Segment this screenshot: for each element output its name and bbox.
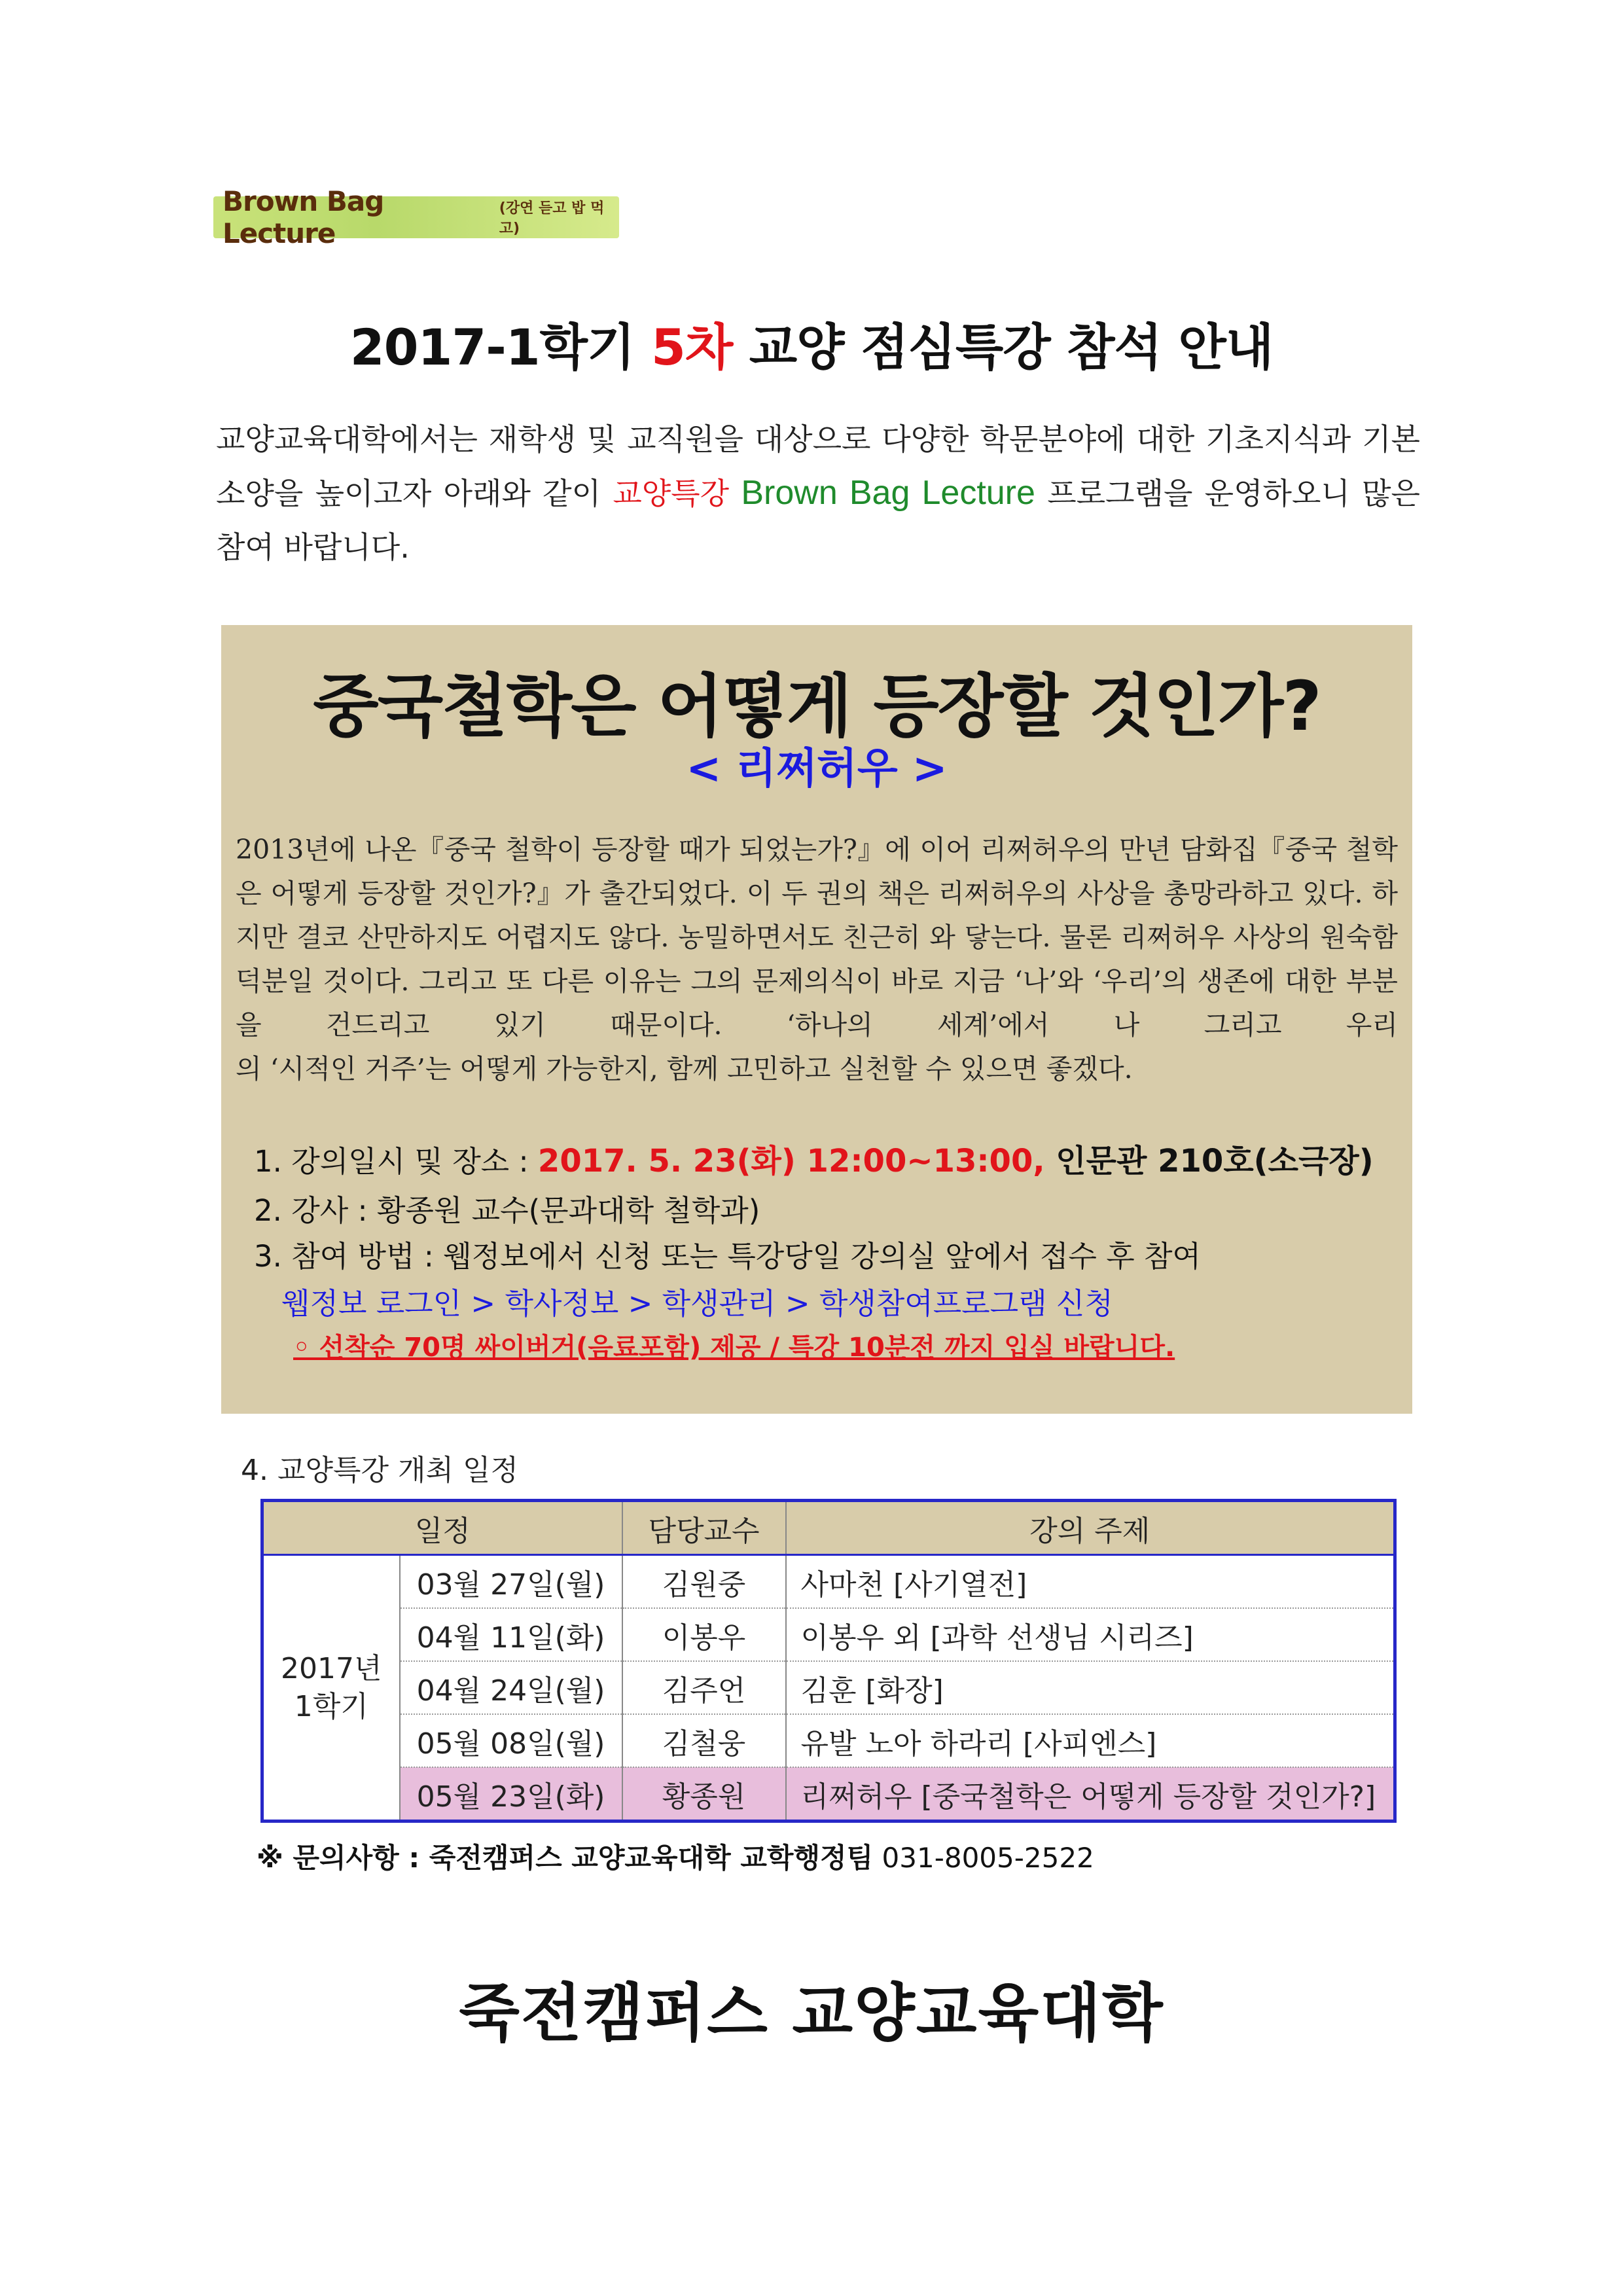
detail-participation: 3. 참여 방법 : 웹정보에서 신청 또는 특강당일 강의실 앞에서 접수 후 참여 — [254, 1239, 1201, 1274]
row-topic: 리쩌허우 [중국철학은 어떻게 등장할 것인가?] — [786, 1767, 1395, 1821]
logo-main-text: Brown Bag Lecture — [223, 185, 384, 249]
intro-green-text: Brown Bag Lecture — [741, 474, 1035, 512]
table-row — [262, 1661, 1395, 1714]
table-row-highlighted — [262, 1767, 1395, 1821]
row-date: 04월 24일(월) — [400, 1661, 622, 1714]
row-date: 04월 11일(화) — [400, 1608, 622, 1661]
detail-1-label: 1. 강의일시 및 장소 : — [254, 1144, 538, 1179]
schedule-table — [260, 1499, 1397, 1823]
logo-sub-text: (강연 듣고 밥 먹고) — [499, 200, 605, 237]
detail-1-date: 2017. 5. 23(화) 12:00~13:00, — [537, 1143, 1045, 1179]
table-row — [262, 1714, 1395, 1767]
title-highlight: 5차 — [651, 318, 733, 376]
row-date: 03월 27일(월) — [400, 1555, 622, 1609]
row-topic: 유발 노아 하라리 [사피엔스] — [786, 1714, 1395, 1767]
page-title — [0, 308, 1623, 379]
detail-lecturer: 2. 강사 : 황종원 교수(문과대학 철학과) — [254, 1193, 760, 1228]
row-date: 05월 23일(화) — [400, 1767, 622, 1821]
detail-registration-path: 웹정보 로그인 > 학사정보 > 학생관리 > 학생참여프로그램 신청 — [281, 1286, 1113, 1321]
row-topic: 이봉우 외 [과학 선생님 시리즈] — [786, 1608, 1395, 1661]
lecture-title: 중국철학은 어떻게 등장할 것인가? — [313, 666, 1321, 746]
lecture-author: < 리쩌허우 > — [686, 745, 948, 793]
header-professor: 담당교수 — [622, 1501, 786, 1555]
row-topic: 사마천 [사기열전] — [786, 1555, 1395, 1609]
row-topic: 김훈 [화장] — [786, 1661, 1395, 1714]
contact-phone: 031-8005-2522 — [873, 1842, 1094, 1874]
term-year: 2017년 — [281, 1651, 382, 1685]
term-semester: 1학기 — [294, 1689, 368, 1723]
row-professor: 김원중 — [622, 1555, 786, 1609]
row-date: 05월 08일(월) — [400, 1714, 622, 1767]
row-professor: 황종원 — [622, 1767, 786, 1821]
intro-text-2: 프로그램을 운영하오니 많은 참여 바랍니다. — [216, 476, 1420, 565]
detail-datetime-place — [254, 1136, 1374, 1181]
table-header-row — [262, 1501, 1395, 1555]
title-suffix: 교양 점심특강 참석 안내 — [732, 318, 1274, 376]
lecture-description-text: 2013년에 나온『중국 철학이 등장할 때가 되었는가?』에 이어 리쩌허우의 만년 담화집『중국 철학은 어떻게 등장할 것인가?』가 출간되었다. 이 두 권의 책은 리쩌허우의 사상을 총망라하고 있다. 하지만 결코 산만하지도 어렵지도 않다. 농밀하면서도 친근히 와 닿는다. 물론 리쩌허우 사상의 원숙함 덕분일 것이다. 그리고 또 다른 이유는 그의 문제의식이 바로 지금 ‘나’와 ‘우리’의 생존에 대한 부분을 건드리고 있기 때문이다. ‘하나의 세계’에서 나 그리고 우리 — [236, 834, 1398, 1041]
row-professor: 김주언 — [622, 1661, 786, 1714]
table-row — [262, 1555, 1395, 1609]
detail-notice: ◦ 선착순 70명 싸이버거(음료포함) 제공 / 특강 10분전 까지 입실 바랍니다. — [293, 1333, 1175, 1363]
lecture-description — [236, 828, 1398, 1091]
title-prefix: 2017-1학기 — [349, 318, 651, 376]
contact-info — [257, 1837, 1094, 1876]
row-professor: 이봉우 — [622, 1608, 786, 1661]
schedule-label: 4. 교양특강 개최 일정 — [241, 1454, 518, 1487]
intro-red-text: 교양특강 — [613, 476, 730, 511]
lecture-description-last: 의 ‘시적인 거주’는 어떻게 가능한지, 함께 고민하고 실천할 수 있으면 좋겠다. — [236, 1053, 1133, 1085]
brown-bag-lecture-logo — [213, 185, 619, 249]
intro-paragraph — [216, 412, 1420, 574]
detail-1-place: 인문관 210호(소극장) — [1044, 1143, 1374, 1179]
header-topic: 강의 주제 — [786, 1501, 1395, 1555]
intro-text-1: 교양교육대학에서는 재학생 및 교직원을 대상으로 다양한 학문분야에 대한 기초지식과 기본 소양을 높이고자 아래와 같이 — [216, 422, 1420, 511]
table-row — [262, 1608, 1395, 1661]
row-professor: 김철웅 — [622, 1714, 786, 1767]
header-date: 일정 — [262, 1501, 622, 1555]
lecture-info-box — [221, 625, 1412, 1414]
term-cell — [262, 1555, 400, 1821]
contact-label: ※ 문의사항 : 죽전캠퍼스 교양교육대학 교학행정팀 — [257, 1842, 874, 1874]
footer-organization: 죽전캠퍼스 교양교육대학 — [459, 1977, 1164, 2050]
